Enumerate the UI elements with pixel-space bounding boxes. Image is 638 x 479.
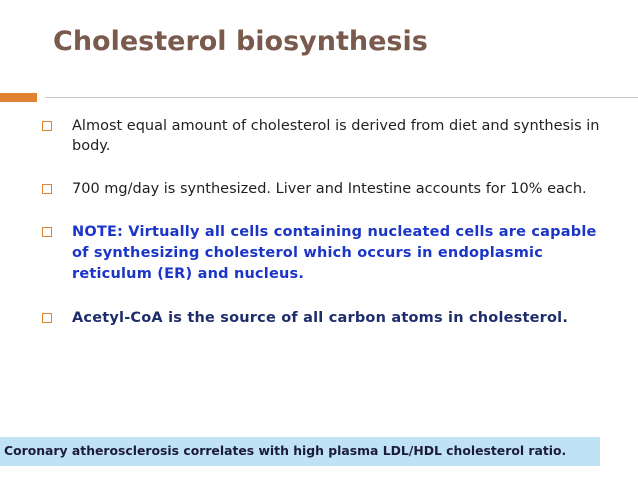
bullet-item-note — [42, 222, 602, 285]
bullet-text: Almost equal amount of cholesterol is derived from diet and synthesis in body. — [72, 118, 600, 154]
bullet-text: Acetyl-CoA is the source of all carbon atoms in cholesterol. — [72, 310, 569, 326]
square-bullet-icon — [42, 184, 52, 194]
footer-note-text: Coronary atherosclerosis correlates with high plasma LDL/HDL cholesterol ratio. — [4, 443, 567, 458]
slide-title: Cholesterol biosynthesis — [53, 26, 428, 57]
bullet-item-daily-synthesis — [42, 179, 602, 199]
title-divider — [45, 97, 638, 98]
title-accent-block — [0, 93, 37, 102]
square-bullet-icon — [42, 313, 52, 323]
bullet-text: NOTE: Virtually all cells containing nucleated cells are capable of synthesizing cholesterol which occurs in endoplasmic reticulum (ER) and nucleus. — [72, 224, 597, 282]
footer-note-banner — [0, 437, 600, 466]
square-bullet-icon — [42, 121, 52, 131]
square-bullet-icon — [42, 227, 52, 237]
bullet-item-acetyl-coa — [42, 308, 602, 328]
bullet-list — [42, 116, 602, 351]
bullet-text: 700 mg/day is synthesized. Liver and Intestine accounts for 10% each. — [72, 181, 587, 197]
bullet-item-diet-synthesis — [42, 116, 602, 156]
